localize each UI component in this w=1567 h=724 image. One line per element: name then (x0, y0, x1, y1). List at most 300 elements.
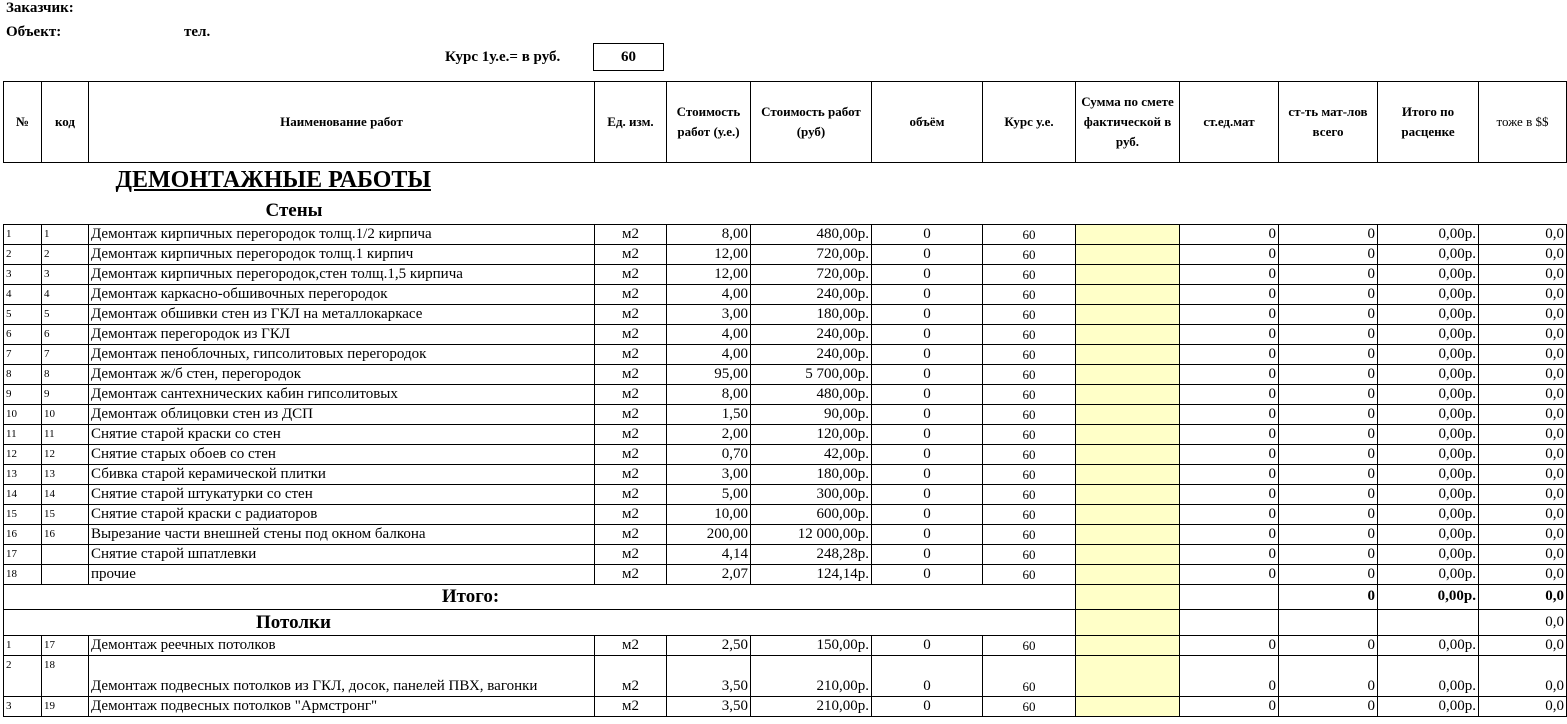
rate-input[interactable]: 60 (593, 43, 664, 71)
row-name: Демонтаж реечных потолков (89, 635, 595, 655)
row-cost-rub: 150,00р. (751, 635, 872, 655)
row-cost-rub: 240,00р. (751, 324, 872, 344)
row-volume[interactable]: 0 (872, 324, 983, 344)
row-rate: 60 (983, 424, 1076, 444)
row-name: прочие (89, 564, 595, 584)
row-rate: 60 (983, 464, 1076, 484)
walls-total-actual-sum (1076, 584, 1180, 609)
row-cost-rub: 180,00р. (751, 464, 872, 484)
row-unit: м2 (595, 244, 667, 264)
row-total-usd: 0,0 (1479, 544, 1567, 564)
row-total-by-rate: 0,00р. (1378, 544, 1479, 564)
row-volume[interactable]: 0 (872, 696, 983, 716)
row-rate: 60 (983, 384, 1076, 404)
row-name: Снятие старой шпатлевки (89, 544, 595, 564)
row-unit: м2 (595, 264, 667, 284)
row-total-by-rate: 0,00р. (1378, 444, 1479, 464)
row-rate: 60 (983, 655, 1076, 696)
row-actual-sum[interactable] (1076, 655, 1180, 696)
col-name: Наименование работ (89, 82, 595, 163)
row-name: Демонтаж подвесных потолков "Армстронг" (89, 696, 595, 716)
row-unit-material: 0 (1180, 635, 1279, 655)
row-unit-material: 0 (1180, 264, 1279, 284)
row-volume[interactable]: 0 (872, 484, 983, 504)
col-materials-total: ст-ть мат-лов всего (1279, 82, 1378, 163)
row-total-by-rate: 0,00р. (1378, 244, 1479, 264)
row-cost-ue: 1,50 (667, 404, 751, 424)
ceilings-usd: 0,0 (1479, 609, 1567, 635)
row-number: 7 (4, 344, 42, 364)
row-unit-material: 0 (1180, 564, 1279, 584)
row-code: 7 (42, 344, 89, 364)
row-unit-material: 0 (1180, 284, 1279, 304)
row-code: 5 (42, 304, 89, 324)
row-total-usd: 0,0 (1479, 344, 1567, 364)
row-cost-rub: 5 700,00р. (751, 364, 872, 384)
row-rate: 60 (983, 524, 1076, 544)
row-actual-sum[interactable] (1076, 304, 1180, 324)
row-rate: 60 (983, 284, 1076, 304)
row-total-usd: 0,0 (1479, 424, 1567, 444)
col-volume: объём (872, 82, 983, 163)
row-unit: м2 (595, 364, 667, 384)
row-number: 6 (4, 324, 42, 344)
ceilings-unit-material (1180, 609, 1279, 635)
row-cost-rub: 720,00р. (751, 244, 872, 264)
row-number: 1 (4, 635, 42, 655)
row-total-usd: 0,0 (1479, 524, 1567, 544)
row-cost-ue: 8,00 (667, 224, 751, 244)
row-volume[interactable]: 0 (872, 464, 983, 484)
row-unit-material: 0 (1180, 655, 1279, 696)
row-rate: 60 (983, 364, 1076, 384)
row-code (42, 544, 89, 564)
row-number: 3 (4, 696, 42, 716)
table-row (4, 655, 1567, 696)
row-materials-total: 0 (1279, 344, 1378, 364)
estimate-table (3, 81, 1567, 717)
row-code: 11 (42, 424, 89, 444)
table-row (4, 344, 1567, 364)
row-unit-material: 0 (1180, 424, 1279, 444)
row-actual-sum[interactable] (1076, 404, 1180, 424)
row-rate: 60 (983, 484, 1076, 504)
row-total-by-rate: 0,00р. (1378, 304, 1479, 324)
row-unit-material: 0 (1180, 304, 1279, 324)
row-number: 9 (4, 384, 42, 404)
row-cost-rub: 120,00р. (751, 424, 872, 444)
row-materials-total: 0 (1279, 304, 1378, 324)
row-total-usd: 0,0 (1479, 264, 1567, 284)
row-unit: м2 (595, 655, 667, 696)
row-code: 19 (42, 696, 89, 716)
row-cost-ue: 95,00 (667, 364, 751, 384)
row-rate: 60 (983, 304, 1076, 324)
col-cost-ue: Стоимость работ (у.е.) (667, 82, 751, 163)
row-unit: м2 (595, 284, 667, 304)
row-number: 10 (4, 404, 42, 424)
row-number: 4 (4, 284, 42, 304)
row-number: 1 (4, 224, 42, 244)
col-total-by-rate: Итого по расценке (1378, 82, 1479, 163)
row-volume[interactable]: 0 (872, 244, 983, 264)
row-unit: м2 (595, 544, 667, 564)
row-cost-rub: 12 000,00р. (751, 524, 872, 544)
row-materials-total: 0 (1279, 244, 1378, 264)
row-cost-ue: 4,00 (667, 344, 751, 364)
row-materials-total: 0 (1279, 404, 1378, 424)
table-row (4, 364, 1567, 384)
row-code: 9 (42, 384, 89, 404)
row-cost-ue: 12,00 (667, 244, 751, 264)
row-total-usd: 0,0 (1479, 504, 1567, 524)
walls-title: Стены (265, 200, 323, 222)
row-volume[interactable]: 0 (872, 424, 983, 444)
section-title: ДЕМОНТАЖНЫЕ РАБОТЫ (115, 167, 431, 193)
row-unit: м2 (595, 384, 667, 404)
row-materials-total: 0 (1279, 464, 1378, 484)
row-unit: м2 (595, 304, 667, 324)
row-total-usd: 0,0 (1479, 635, 1567, 655)
row-total-by-rate: 0,00р. (1378, 264, 1479, 284)
row-unit-material: 0 (1180, 504, 1279, 524)
row-volume[interactable]: 0 (872, 564, 983, 584)
row-name: Демонтаж кирпичных перегородок,стен толщ.1,5 кирпича (89, 264, 595, 284)
row-cost-rub: 720,00р. (751, 264, 872, 284)
row-unit: м2 (595, 404, 667, 424)
row-actual-sum[interactable] (1076, 284, 1180, 304)
row-volume[interactable]: 0 (872, 284, 983, 304)
row-actual-sum[interactable] (1076, 544, 1180, 564)
row-unit: м2 (595, 424, 667, 444)
row-materials-total: 0 (1279, 484, 1378, 504)
row-name: Снятие старой штукатурки со стен (89, 484, 595, 504)
ceilings-title: Потолки (4, 609, 1076, 635)
row-cost-rub: 210,00р. (751, 655, 872, 696)
row-name: Снятие старой краски со стен (89, 424, 595, 444)
row-actual-sum[interactable] (1076, 444, 1180, 464)
table-row (4, 304, 1567, 324)
row-cost-rub: 124,14р. (751, 564, 872, 584)
row-unit: м2 (595, 224, 667, 244)
row-number: 2 (4, 655, 42, 696)
row-name: Демонтаж подвесных потолков из ГКЛ, досок, панелей ПВХ, вагонки (89, 655, 595, 696)
row-materials-total: 0 (1279, 504, 1378, 524)
ceilings-header-row (4, 609, 1567, 635)
row-name: Демонтаж каркасно-обшивочных перегородок (89, 284, 595, 304)
row-total-usd: 0,0 (1479, 564, 1567, 584)
row-number: 16 (4, 524, 42, 544)
table-row (4, 244, 1567, 264)
row-materials-total: 0 (1279, 324, 1378, 344)
row-rate: 60 (983, 504, 1076, 524)
row-rate: 60 (983, 635, 1076, 655)
row-cost-ue: 2,50 (667, 635, 751, 655)
row-total-by-rate: 0,00р. (1378, 564, 1479, 584)
row-cost-ue: 4,14 (667, 544, 751, 564)
row-actual-sum[interactable] (1076, 464, 1180, 484)
col-unit-material: ст.ед.мат (1180, 82, 1279, 163)
row-cost-ue: 8,00 (667, 384, 751, 404)
row-volume[interactable]: 0 (872, 364, 983, 384)
row-rate: 60 (983, 444, 1076, 464)
row-total-by-rate: 0,00р. (1378, 464, 1479, 484)
walls-total-row (4, 584, 1567, 609)
col-unit: Ед. изм. (595, 82, 667, 163)
row-number: 2 (4, 244, 42, 264)
row-code: 1 (42, 224, 89, 244)
row-unit: м2 (595, 635, 667, 655)
row-materials-total: 0 (1279, 635, 1378, 655)
row-volume[interactable]: 0 (872, 304, 983, 324)
row-total-by-rate: 0,00р. (1378, 384, 1479, 404)
row-total-usd: 0,0 (1479, 484, 1567, 504)
row-rate: 60 (983, 404, 1076, 424)
walls-total-unit-material (1180, 584, 1279, 609)
col-num: № (4, 82, 42, 163)
row-total-usd: 0,0 (1479, 444, 1567, 464)
row-materials-total: 0 (1279, 696, 1378, 716)
row-volume[interactable]: 0 (872, 404, 983, 424)
row-total-by-rate: 0,00р. (1378, 424, 1479, 444)
ceilings-itogo (1378, 609, 1479, 635)
row-total-by-rate: 0,00р. (1378, 224, 1479, 244)
table-row (4, 564, 1567, 584)
row-actual-sum[interactable] (1076, 224, 1180, 244)
row-volume[interactable]: 0 (872, 264, 983, 284)
row-actual-sum[interactable] (1076, 324, 1180, 344)
row-total-usd: 0,0 (1479, 364, 1567, 384)
row-cost-rub: 300,00р. (751, 484, 872, 504)
row-code (42, 564, 89, 584)
row-name: Снятие старых обоев со стен (89, 444, 595, 464)
row-unit: м2 (595, 564, 667, 584)
col-actual-sum: Сумма по смете фактической в руб. (1076, 82, 1180, 163)
row-name: Вырезание части внешней стены под окном балкона (89, 524, 595, 544)
row-cost-ue: 3,00 (667, 464, 751, 484)
row-unit: м2 (595, 444, 667, 464)
row-number: 3 (4, 264, 42, 284)
row-cost-rub: 240,00р. (751, 284, 872, 304)
row-unit-material: 0 (1180, 404, 1279, 424)
row-unit-material: 0 (1180, 364, 1279, 384)
row-total-usd: 0,0 (1479, 464, 1567, 484)
row-total-by-rate: 0,00р. (1378, 655, 1479, 696)
row-total-by-rate: 0,00р. (1378, 484, 1479, 504)
row-unit: м2 (595, 504, 667, 524)
row-materials-total: 0 (1279, 264, 1378, 284)
row-volume[interactable]: 0 (872, 544, 983, 564)
table-row (4, 384, 1567, 404)
table-row (4, 404, 1567, 424)
row-actual-sum[interactable] (1076, 696, 1180, 716)
row-materials-total: 0 (1279, 224, 1378, 244)
row-rate: 60 (983, 564, 1076, 584)
row-total-by-rate: 0,00р. (1378, 364, 1479, 384)
row-total-by-rate: 0,00р. (1378, 344, 1479, 364)
row-rate: 60 (983, 244, 1076, 264)
row-total-usd: 0,0 (1479, 324, 1567, 344)
row-code: 13 (42, 464, 89, 484)
row-rate: 60 (983, 544, 1076, 564)
row-materials-total: 0 (1279, 284, 1378, 304)
row-materials-total: 0 (1279, 424, 1378, 444)
row-volume[interactable]: 0 (872, 635, 983, 655)
row-rate: 60 (983, 224, 1076, 244)
row-actual-sum[interactable] (1076, 504, 1180, 524)
row-number: 11 (4, 424, 42, 444)
row-name: Сбивка старой керамической плитки (89, 464, 595, 484)
table-row (4, 464, 1567, 484)
rate-label: Курс 1у.е.= в руб. (445, 49, 561, 65)
customer-label: Заказчик: (6, 0, 74, 16)
row-name: Демонтаж кирпичных перегородок толщ.1/2 кирпича (89, 224, 595, 244)
row-volume[interactable]: 0 (872, 655, 983, 696)
row-cost-ue: 4,00 (667, 284, 751, 304)
col-total-usd: тоже в $$ (1479, 82, 1567, 163)
row-unit-material: 0 (1180, 544, 1279, 564)
row-code: 8 (42, 364, 89, 384)
walls-total-materials: 0 (1279, 584, 1378, 609)
table-row (4, 635, 1567, 655)
row-actual-sum[interactable] (1076, 384, 1180, 404)
row-total-usd: 0,0 (1479, 404, 1567, 424)
row-unit: м2 (595, 524, 667, 544)
row-unit-material: 0 (1180, 484, 1279, 504)
row-total-by-rate: 0,00р. (1378, 324, 1479, 344)
row-total-usd: 0,0 (1479, 696, 1567, 716)
row-name: Демонтаж облицовки стен из ДСП (89, 404, 595, 424)
row-number: 5 (4, 304, 42, 324)
row-unit: м2 (595, 324, 667, 344)
row-name: Демонтаж пеноблочных, гипсолитовых перегородок (89, 344, 595, 364)
object-label: Объект: (6, 24, 62, 40)
row-name: Демонтаж перегородок из ГКЛ (89, 324, 595, 344)
row-volume[interactable]: 0 (872, 524, 983, 544)
row-total-by-rate: 0,00р. (1378, 504, 1479, 524)
row-actual-sum[interactable] (1076, 524, 1180, 544)
row-materials-total: 0 (1279, 364, 1378, 384)
row-total-by-rate: 0,00р. (1378, 524, 1479, 544)
row-total-by-rate: 0,00р. (1378, 635, 1479, 655)
row-unit-material: 0 (1180, 224, 1279, 244)
row-unit: м2 (595, 464, 667, 484)
row-code: 18 (42, 655, 89, 696)
row-materials-total: 0 (1279, 655, 1378, 696)
row-volume[interactable]: 0 (872, 504, 983, 524)
row-materials-total: 0 (1279, 524, 1378, 544)
row-total-usd: 0,0 (1479, 304, 1567, 324)
row-cost-ue: 200,00 (667, 524, 751, 544)
row-materials-total: 0 (1279, 564, 1378, 584)
row-code: 14 (42, 484, 89, 504)
row-total-usd: 0,0 (1479, 384, 1567, 404)
row-rate: 60 (983, 324, 1076, 344)
table-row (4, 524, 1567, 544)
row-name: Демонтаж сантехнических кабин гипсолитовых (89, 384, 595, 404)
row-actual-sum[interactable] (1076, 244, 1180, 264)
row-cost-rub: 90,00р. (751, 404, 872, 424)
row-number: 13 (4, 464, 42, 484)
row-cost-ue: 3,50 (667, 696, 751, 716)
row-cost-ue: 3,50 (667, 655, 751, 696)
row-number: 18 (4, 564, 42, 584)
row-materials-total: 0 (1279, 384, 1378, 404)
row-volume[interactable]: 0 (872, 384, 983, 404)
row-code: 2 (42, 244, 89, 264)
row-actual-sum[interactable] (1076, 484, 1180, 504)
table-row (4, 444, 1567, 464)
row-number: 15 (4, 504, 42, 524)
row-unit-material: 0 (1180, 464, 1279, 484)
row-total-by-rate: 0,00р. (1378, 696, 1479, 716)
col-rate: Курс у.е. (983, 82, 1076, 163)
table-row (4, 284, 1567, 304)
row-code: 15 (42, 504, 89, 524)
row-total-by-rate: 0,00р. (1378, 404, 1479, 424)
row-number: 8 (4, 364, 42, 384)
row-name: Демонтаж обшивки стен из ГКЛ на металлокаркасе (89, 304, 595, 324)
row-code: 12 (42, 444, 89, 464)
row-total-usd: 0,0 (1479, 224, 1567, 244)
row-name: Демонтаж ж/б стен, перегородок (89, 364, 595, 384)
row-unit-material: 0 (1180, 324, 1279, 344)
row-code: 4 (42, 284, 89, 304)
ceilings-materials (1279, 609, 1378, 635)
row-code: 17 (42, 635, 89, 655)
row-unit-material: 0 (1180, 344, 1279, 364)
row-materials-total: 0 (1279, 544, 1378, 564)
col-cost-rub: Стоимость работ (руб) (751, 82, 872, 163)
row-actual-sum[interactable] (1076, 424, 1180, 444)
row-unit: м2 (595, 696, 667, 716)
row-rate: 60 (983, 344, 1076, 364)
row-actual-sum[interactable] (1076, 264, 1180, 284)
row-unit: м2 (595, 484, 667, 504)
row-total-by-rate: 0,00р. (1378, 284, 1479, 304)
col-code: код (42, 82, 89, 163)
row-cost-ue: 5,00 (667, 484, 751, 504)
row-actual-sum[interactable] (1076, 364, 1180, 384)
walls-total-label: Итого: (4, 584, 1076, 609)
row-actual-sum[interactable] (1076, 564, 1180, 584)
row-unit-material: 0 (1180, 384, 1279, 404)
row-cost-rub: 240,00р. (751, 344, 872, 364)
row-number: 17 (4, 544, 42, 564)
row-name: Снятие старой краски с радиаторов (89, 504, 595, 524)
row-code: 6 (42, 324, 89, 344)
row-rate: 60 (983, 696, 1076, 716)
row-name: Демонтаж кирпичных перегородок толщ.1 кирпич (89, 244, 595, 264)
table-row (4, 324, 1567, 344)
row-actual-sum[interactable] (1076, 344, 1180, 364)
row-materials-total: 0 (1279, 444, 1378, 464)
row-volume[interactable]: 0 (872, 224, 983, 244)
column-header-row (4, 82, 1567, 163)
row-volume[interactable]: 0 (872, 344, 983, 364)
table-row (4, 544, 1567, 564)
row-actual-sum[interactable] (1076, 635, 1180, 655)
row-volume[interactable]: 0 (872, 444, 983, 464)
row-cost-rub: 600,00р. (751, 504, 872, 524)
row-cost-ue: 12,00 (667, 264, 751, 284)
row-total-usd: 0,0 (1479, 655, 1567, 696)
table-row (4, 696, 1567, 716)
row-cost-rub: 42,00р. (751, 444, 872, 464)
row-unit: м2 (595, 344, 667, 364)
row-unit-material: 0 (1180, 244, 1279, 264)
table-row (4, 504, 1567, 524)
